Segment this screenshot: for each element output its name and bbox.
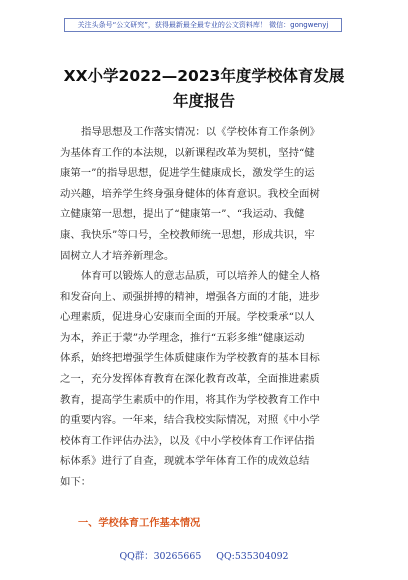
paragraph-line: 体育可以锻炼人的意志品质，可以培养人的健全人格 bbox=[81, 270, 320, 282]
paragraph-sports-value bbox=[60, 266, 360, 493]
paragraph-line: 体系，始终把增强学生体质健康作为学校教育的基本目标 bbox=[60, 352, 320, 365]
footer-qq: QQ:535304092 bbox=[216, 551, 289, 562]
paragraph-line: 指导思想及工作落实情况：以《学校体育工作条例》 bbox=[81, 126, 320, 138]
paragraph-line: 如下： bbox=[60, 475, 92, 488]
paragraph-line: 康、我快乐”等口号，全校教师统一思想，形成共识，牢 bbox=[60, 228, 315, 241]
paragraph-line: 的重要内容。一年来，结合我校实际情况，对照《中小学 bbox=[60, 414, 320, 427]
paragraph-line: 立健康第一思想，提出了“健康第一”、“我运动、我健 bbox=[60, 208, 305, 221]
footer-contact bbox=[0, 548, 408, 562]
paragraph-line: 康第一”的指导思想，促进学生健康成长，激发学生的运 bbox=[60, 167, 315, 180]
document-title-line-2: 年度报告 bbox=[172, 92, 235, 110]
paragraph-line: 为本，养正于蒙”办学理念，推行“五彩多维”健康运动 bbox=[60, 331, 305, 344]
section-heading: 一、学校体育工作基本情况 bbox=[78, 518, 201, 529]
paragraph-line: 校体育工作评估办法》，以及《中小学校体育工作评估指 bbox=[60, 434, 315, 447]
paragraph-line: 固树立人才培养新理念。 bbox=[60, 249, 175, 262]
paragraph-line: 教育，提高学生素质中的作用，将其作为学校教育工作中 bbox=[60, 393, 320, 406]
paragraph-guiding-ideology bbox=[60, 122, 360, 266]
document-title-line-1: XX小学2022—2023年度学校体育发展 bbox=[63, 67, 345, 85]
promo-banner[interactable]: 关注头条号“公文研究”，获得最新最全最专业的公文资料库！ 微信：gongwenyj bbox=[64, 18, 342, 32]
footer-qq-group: QQ群：30265665 bbox=[119, 551, 202, 562]
paragraph-line: 之一，充分发挥体育教育在深化教育改革，全面推进素质 bbox=[60, 372, 320, 385]
paragraph-line: 标体系》进行了自查，现就本学年体育工作的成效总结 bbox=[60, 455, 310, 468]
paragraph-line: 动兴趣，培养学生终身强身健体的体育意识。我校全面树 bbox=[60, 187, 320, 200]
paragraph-line: 心理素质，促进身心安康而全面的开展。学校秉承“以人 bbox=[60, 311, 315, 324]
paragraph-line: 为基体育工作的本法规，以新课程改革为契机，坚持“健 bbox=[60, 146, 315, 159]
paragraph-line: 和发奋向上、顽强拼搏的精神，增强各方面的才能，进步 bbox=[60, 290, 320, 303]
